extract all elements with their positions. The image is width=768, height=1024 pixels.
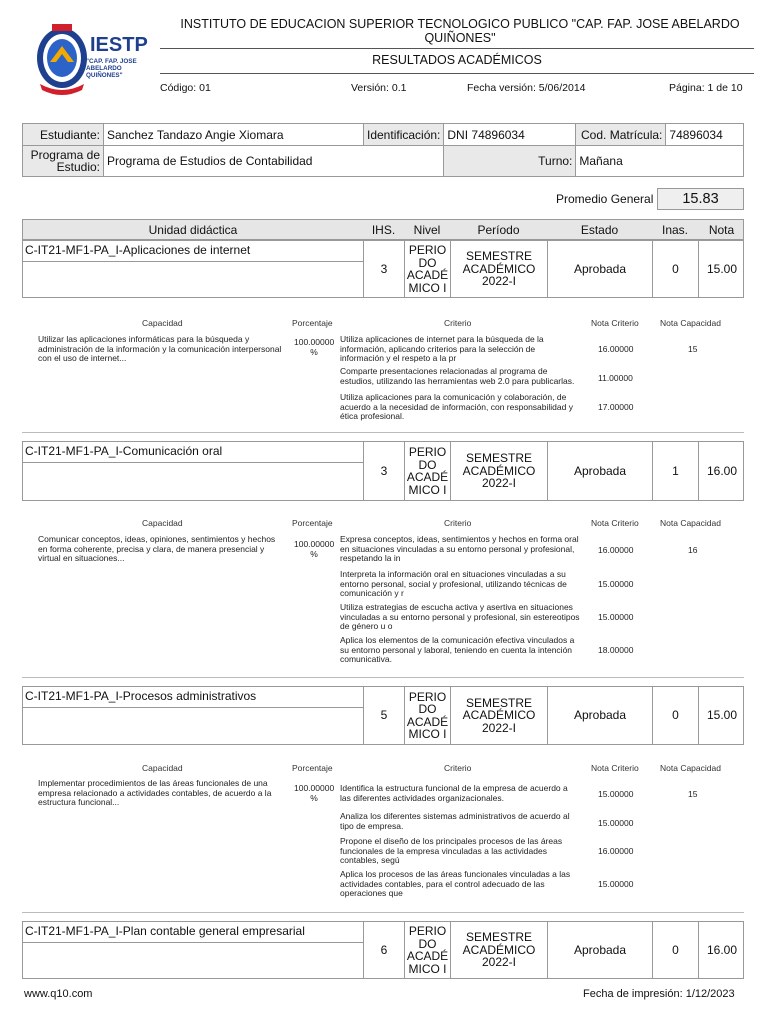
- criterion-text: Utiliza aplicaciones para la comunicación y colaboración, de acuerdo a la necesidad de información, con responsabilidad y ética profesional.: [340, 392, 573, 421]
- cap-col-criterion-grade: Nota Criterio: [591, 763, 639, 773]
- average-value: 15.83: [657, 188, 744, 210]
- header-divider: [160, 73, 754, 74]
- cap-col-capacity-grade: Nota Capacidad: [660, 518, 721, 528]
- section-divider: [22, 912, 744, 913]
- course-status: Aprobada: [547, 241, 652, 297]
- document-version: Versión: 0.1: [351, 82, 407, 94]
- course-status: Aprobada: [547, 687, 652, 744]
- criterion-text: Analiza los diferentes sistemas administrativos de acuerdo al tipo de empresa.: [340, 811, 570, 831]
- course-grade: 15.00: [698, 687, 745, 744]
- institution-name: INSTITUTO DE EDUCACION SUPERIOR TECNOLOGICO PUBLICO "CAP. FAP. JOSE ABELARDO QUIÑONES": [180, 17, 740, 45]
- logo-subtext: "CAP. FAP. JOSE ABELARDO QUIÑONES": [86, 58, 137, 79]
- criterion-grade: 15.00000: [598, 579, 634, 589]
- cap-col-criterion-grade: Nota Criterio: [591, 318, 639, 328]
- course-absences: 0: [652, 922, 698, 978]
- col-level: Nivel: [413, 223, 441, 237]
- criterion-text: Interpreta la información oral en situaciones vinculadas a su entorno personal, social y profesional, utilizando técnicas de comunicación y r: [340, 569, 567, 598]
- cap-col-capacity: Capacidad: [142, 318, 183, 328]
- id-label: Identificación:: [364, 124, 444, 146]
- course-grade: 16.00: [698, 442, 745, 500]
- criterion-text: Aplica los procesos de las áreas funcionales vinculadas a las actividades contables, para el control adecuado de las operaciones que: [340, 869, 571, 898]
- course-row: [22, 686, 744, 745]
- course-period: SEMESTRE ACADÉMICO 2022-I: [450, 241, 547, 297]
- course-row: [22, 240, 744, 298]
- course-grade: 15.00: [698, 241, 745, 297]
- cap-col-criterion: Criterio: [444, 518, 472, 528]
- capacity-grade: 16: [688, 545, 698, 555]
- criterion-grade: 18.00000: [598, 645, 634, 655]
- course-ihs: 3: [363, 442, 404, 500]
- cap-col-capacity-grade: Nota Capacidad: [660, 318, 721, 328]
- id-value: DNI 74896034: [444, 124, 576, 146]
- criterion-text: Utiliza aplicaciones de internet para la búsqueda de la información, aplicando criterios para la selección de información y el respeto a la pr: [340, 334, 544, 363]
- capacity-grade: 15: [688, 789, 698, 799]
- cap-col-capacity: Capacidad: [142, 763, 183, 773]
- capacity-percentage: 100.00000 %: [294, 337, 335, 357]
- page-number: Página: 1 de 10: [669, 82, 743, 94]
- course-name: C-IT21-MF1-PA_I-Procesos administrativos: [25, 689, 257, 703]
- capacity-text: Comunicar conceptos, ideas, opiniones, sentimientos y hechos en forma coherente, precisa y clara, de manera presencial y virtual en situaciones...: [38, 534, 276, 563]
- course-level: PERIO DO ACADÉ MICO I: [404, 442, 450, 500]
- course-level: PERIO DO ACADÉ MICO I: [404, 241, 450, 297]
- col-period: Período: [477, 223, 520, 237]
- course-absences: 0: [652, 241, 698, 297]
- cap-col-criterion-grade: Nota Criterio: [591, 518, 639, 528]
- col-status: Estado: [580, 223, 619, 237]
- cap-col-percentage: Porcentaje: [292, 318, 333, 328]
- cap-col-capacity: Capacidad: [142, 518, 183, 528]
- cap-col-criterion: Criterio: [444, 318, 472, 328]
- col-grade: Nota: [708, 223, 735, 237]
- criterion-text: Utiliza estrategias de escucha activa y asertiva en situaciones vinculadas a su entorno personal y profesional, sin estereotipos de género u o: [340, 602, 580, 631]
- course-status: Aprobada: [547, 922, 652, 978]
- average-label: Promedio General: [556, 192, 654, 206]
- course-ihs: 6: [363, 922, 404, 978]
- col-unit: Unidad didáctica: [148, 223, 238, 237]
- capacity-grade: 15: [688, 344, 698, 354]
- footer-print-date: Fecha de impresión: 1/12/2023: [583, 988, 735, 1000]
- capacity-text: Utilizar las aplicaciones informáticas para la búsqueda y administración de la información y la comunicación interpersonal con el uso de internet...: [38, 334, 282, 363]
- course-absences: 0: [652, 687, 698, 744]
- document-code: Código: 01: [160, 82, 211, 94]
- course-status: Aprobada: [547, 442, 652, 500]
- course-row: [22, 921, 744, 979]
- course-period: SEMESTRE ACADÉMICO 2022-I: [450, 687, 547, 744]
- course-name: C-IT21-MF1-PA_I-Comunicación oral: [25, 444, 223, 458]
- version-date: Fecha versión: 5/06/2014: [467, 82, 586, 94]
- criterion-grade: 15.00000: [598, 612, 634, 622]
- criterion-grade: 15.00000: [598, 879, 634, 889]
- criterion-text: Aplica los elementos de la comunicación efectiva vinculados a su entorno personal y laboral, teniendo en cuenta la intención comunicativa.: [340, 635, 575, 664]
- course-absences: 1: [652, 442, 698, 500]
- course-name: C-IT21-MF1-PA_I-Plan contable general empresarial: [25, 924, 305, 938]
- student-info-table: [22, 123, 744, 177]
- student-name: Sanchez Tandazo Angie Xiomara: [104, 124, 364, 146]
- capacity-text: Implementar procedimientos de las áreas funcionales de una empresa relacionado a actividades contables, de acuerdo a la estructura funcional...: [38, 778, 272, 807]
- course-grade: 16.00: [698, 922, 745, 978]
- course-period: SEMESTRE ACADÉMICO 2022-I: [450, 922, 547, 978]
- criterion-text: Expresa conceptos, ideas, sentimientos y hechos en forma oral en situaciones vinculadas a su entorno personal y profesional, respetando la in: [340, 534, 579, 563]
- col-ihs: IHS.: [371, 223, 396, 237]
- cap-col-percentage: Porcentaje: [292, 763, 333, 773]
- enroll-label: Cod. Matrícula:: [576, 124, 666, 146]
- criterion-text: Propone el diseño de los principales procesos de las áreas funcionales de la empresa vinculadas a las actividades contables, segú: [340, 836, 563, 865]
- section-divider: [22, 432, 744, 433]
- courses-table-header: [22, 219, 744, 240]
- institution-logo: [34, 18, 154, 102]
- course-period: SEMESTRE ACADÉMICO 2022-I: [450, 442, 547, 500]
- criterion-grade: 11.00000: [598, 373, 633, 383]
- header-divider: [160, 48, 754, 49]
- criterion-grade: 17.00000: [598, 402, 634, 412]
- course-ihs: 3: [363, 241, 404, 297]
- criterion-text: Identifica la estructura funcional de la empresa de acuerdo a las diferentes actividades organizacionales.: [340, 783, 568, 803]
- course-level: PERIO DO ACADÉ MICO I: [404, 922, 450, 978]
- capacity-percentage: 100.00000 %: [294, 539, 335, 559]
- student-label: Estudiante:: [23, 124, 104, 146]
- logo-text: IESTP: [90, 34, 148, 56]
- footer-site: www.q10.com: [24, 988, 93, 1000]
- document-title: RESULTADOS ACADÉMICOS: [372, 53, 542, 67]
- criterion-grade: 16.00000: [598, 344, 634, 354]
- criterion-grade: 16.00000: [598, 846, 634, 856]
- cap-col-percentage: Porcentaje: [292, 518, 333, 528]
- capacity-percentage: 100.00000 %: [294, 783, 335, 803]
- course-level: PERIO DO ACADÉ MICO I: [404, 687, 450, 744]
- criterion-text: Comparte presentaciones relacionadas al programa de estudios, utilizando las herramientas web 2.0 para publicarlas.: [340, 366, 575, 386]
- course-row: [22, 441, 744, 501]
- cap-col-criterion: Criterio: [444, 763, 472, 773]
- cap-col-capacity-grade: Nota Capacidad: [660, 763, 721, 773]
- program-value: Programa de Estudios de Contabilidad: [104, 146, 444, 177]
- criterion-grade: 15.00000: [598, 789, 634, 799]
- shift-label: Turno:: [444, 146, 576, 177]
- enroll-value: 74896034: [666, 124, 744, 146]
- course-name: C-IT21-MF1-PA_I-Aplicaciones de internet: [25, 243, 251, 257]
- program-label: Programa de Estudio:: [23, 146, 104, 177]
- shift-value: Mañana: [576, 146, 744, 177]
- criterion-grade: 16.00000: [598, 545, 634, 555]
- section-divider: [22, 677, 744, 678]
- criterion-grade: 15.00000: [598, 818, 634, 828]
- course-ihs: 5: [363, 687, 404, 744]
- col-absences: Inas.: [661, 223, 688, 237]
